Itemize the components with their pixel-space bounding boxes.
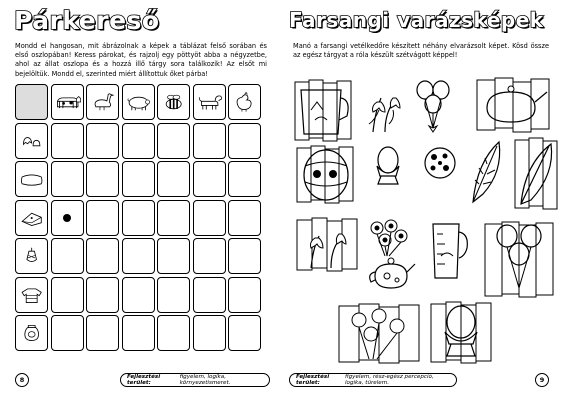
grid-cell[interactable]	[228, 277, 261, 313]
ladybug-ball-icon	[423, 146, 457, 180]
sliced-snowdrop-icon	[297, 218, 357, 272]
teapot-icon	[367, 252, 417, 292]
grid-cell[interactable]	[193, 277, 226, 313]
grid-cell[interactable]	[157, 238, 190, 274]
right-page	[281, 0, 562, 400]
goose-icon	[86, 84, 119, 120]
honey-jar-icon	[15, 315, 48, 351]
grid-cell[interactable]	[86, 315, 119, 351]
grid-cell[interactable]	[228, 238, 261, 274]
sliced-jug-icon	[295, 80, 353, 142]
grid-cell[interactable]	[86, 277, 119, 313]
sliced-teapot-icon	[477, 78, 549, 132]
grid-cell[interactable]	[157, 200, 190, 236]
footer-text: figyelem, logika, környezetismeret.	[179, 374, 231, 386]
sweater-icon	[15, 277, 48, 313]
grid-cell[interactable]	[157, 277, 190, 313]
grid-cell[interactable]	[122, 238, 155, 274]
grid-cell[interactable]	[228, 200, 261, 236]
grid-cell[interactable]	[86, 238, 119, 274]
pairing-grid	[14, 83, 263, 353]
cow-icon	[51, 84, 84, 120]
grid-cell[interactable]	[122, 277, 155, 313]
hen-icon	[228, 84, 261, 120]
grid-cell[interactable]	[86, 161, 119, 197]
grid-cell[interactable]	[228, 161, 261, 197]
page-title: Párkereső	[14, 6, 160, 35]
corner-cell	[15, 84, 48, 120]
footer-label: Fejlesztési terület:	[296, 374, 330, 386]
sliced-egg-cup-icon	[431, 302, 493, 364]
grid-cell[interactable]	[193, 238, 226, 274]
grid-cell[interactable]	[228, 315, 261, 351]
leaf-icon	[469, 138, 503, 204]
instructions: Manó a farsangi vetélkedőre készített néhány elvarázsolt képet. Kösd össze az egész tárgyat a róla készült szétvágott képpel!	[293, 42, 549, 60]
page-number: 8	[15, 373, 29, 387]
development-area-footer	[120, 373, 270, 387]
grid-cell[interactable]	[51, 277, 84, 313]
sliced-leaf-icon	[515, 138, 557, 210]
balloons-icon	[413, 80, 453, 134]
grid-cell[interactable]	[193, 161, 226, 197]
pig-icon	[122, 84, 155, 120]
grid-cell[interactable]	[228, 123, 261, 159]
development-area-footer	[289, 373, 457, 387]
grid-cell[interactable]	[51, 238, 84, 274]
grid-cell[interactable]	[122, 200, 155, 236]
eggshell-icon	[15, 123, 48, 159]
grid-cell[interactable]	[122, 123, 155, 159]
snowdrop-icon	[363, 84, 401, 132]
grid-cell[interactable]	[122, 161, 155, 197]
grid-cell[interactable]	[157, 123, 190, 159]
cheese-icon	[15, 200, 48, 236]
grid-cell[interactable]	[51, 123, 84, 159]
grid-cell[interactable]	[51, 161, 84, 197]
page-number: 9	[535, 373, 549, 387]
grid-cell[interactable]	[193, 123, 226, 159]
page-title: Farsangi varázsképek	[289, 8, 544, 32]
grid-cell[interactable]	[157, 315, 190, 351]
footer-label: Fejlesztési terület:	[127, 374, 161, 386]
sliced-balloons-icon	[485, 222, 555, 298]
grid-cell[interactable]	[193, 315, 226, 351]
grid-cell-marked[interactable]	[51, 200, 84, 236]
grid-cell[interactable]	[193, 200, 226, 236]
grid-cell[interactable]	[157, 161, 190, 197]
sliced-flowers-icon	[339, 304, 419, 364]
grid-cell[interactable]	[86, 123, 119, 159]
footer-text: figyelem, rész-egész percepció, logika, türelem.	[344, 374, 434, 386]
measuring-jug-icon	[427, 218, 471, 282]
instructions: Mondd el hangosan, mit ábrázolnak a képek a táblázat felső sorában és első oszlopában! Keress párokat, és rajzolj egy pöttyöt abba a négyzetbe, ahol az állat oszlopa és a hozzá illő tárgy sora találkozik! Az elsőt mi bejelöltük. Mondd el, szerinted miért állítottuk őket párba!	[15, 42, 267, 78]
dog-icon	[193, 84, 226, 120]
sausage-icon	[15, 238, 48, 274]
grid-cell[interactable]	[86, 200, 119, 236]
bee-icon	[157, 84, 190, 120]
grid-cell[interactable]	[51, 315, 84, 351]
sliced-egg-icon	[297, 146, 355, 204]
egg-cup-icon	[371, 146, 405, 188]
grid-cell[interactable]	[122, 315, 155, 351]
marked-dot	[63, 214, 71, 222]
pillow-icon	[15, 161, 48, 197]
